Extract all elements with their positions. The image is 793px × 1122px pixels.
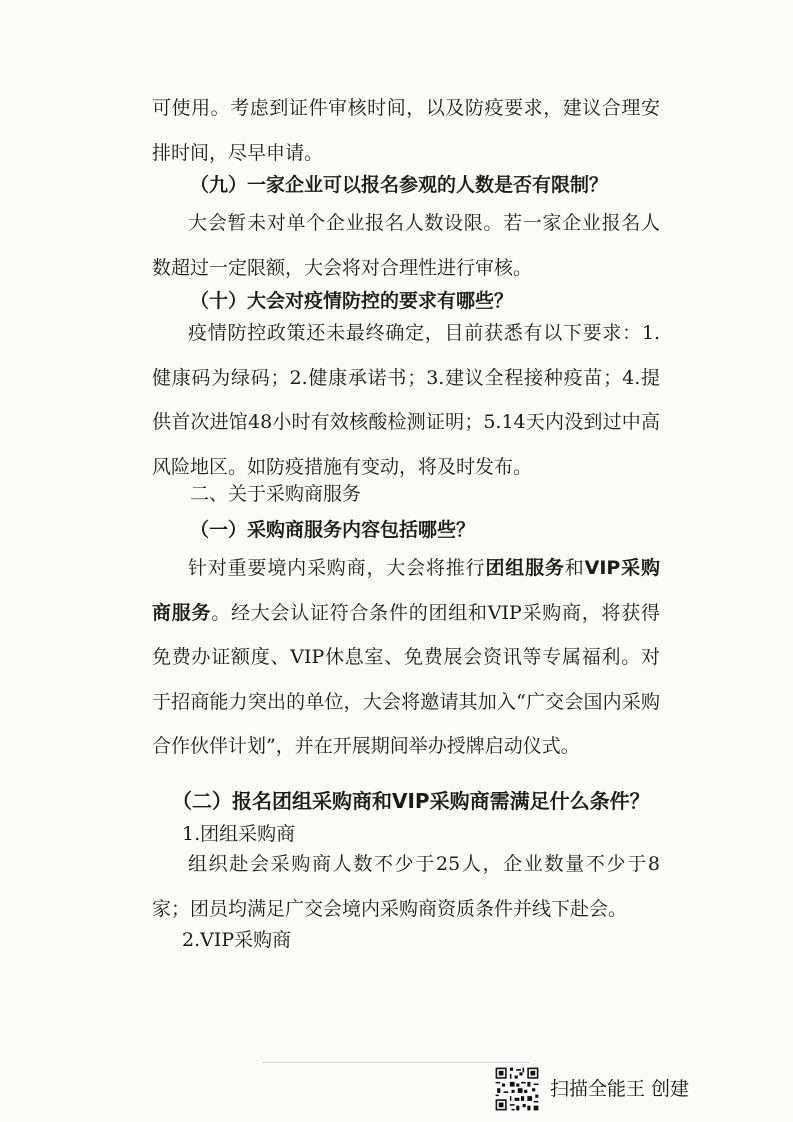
section-2-answer-1-paragraph [152, 546, 660, 769]
qr-code-icon [494, 1066, 540, 1112]
section-2-heading: 二、关于采购商服务 [190, 483, 362, 505]
paragraph-continued: 可使用。考虑到证件审核时间，以及防疫要求，建议合理安排时间，尽早申请。 [152, 97, 660, 164]
answer-9-paragraph: 大会暂未对单个企业报名人数设限。若一家企业报名人数超过一定限额，大会将对合理性进行审核。 [152, 212, 660, 279]
question-9-heading: （九）一家企业可以报名参观的人数是否有限制？ [190, 174, 609, 196]
question-10-heading: （十）大会对疫情防控的要求有哪些？ [190, 290, 514, 312]
answer-text-1: 针对重要境内采购商，大会将推行 [188, 557, 486, 579]
answer-text-3: 。经大会认证符合条件的团组和VIP采购商，将获得免费办证额度、VIP休息室、免费展会资讯等专属福利。对于招商能力突出的单位，大会将邀请其加入“广交会国内采购合作伙伴计划”，并在开展期间举办授牌启动仪式。 [152, 601, 660, 757]
section-2-question-1-heading: （一）采购商服务内容包括哪些？ [190, 519, 476, 541]
group-service-bold: 团组服务 [485, 557, 565, 579]
footer-divider [262, 1062, 530, 1063]
vip-service-bold: VIP采购商服务 [152, 557, 660, 624]
scanner-watermark: 扫描全能王 创建 [550, 1078, 690, 1100]
section-2-question-2-heading: （二）报名团组采购商和VIP采购商需满足什么条件？ [172, 789, 650, 813]
answer-10-paragraph: 疫情防控政策还未最终确定，目前获悉有以下要求：1.健康码为绿码；2.健康承诺书；3.建议全程接种疫苗；4.提供首次进馆48小时有效核酸检测证明；5.14天内没到过中高风险地区。如防疫措施有变动，将及时发布。 [152, 322, 660, 478]
item-1-title: 1.团组采购商 [182, 823, 296, 845]
item-2-title: 2.VIP采购商 [182, 929, 292, 951]
answer-text-2: 和 [564, 557, 585, 579]
item-1-paragraph: 组织赴会采购商人数不少于25人，企业数量不少于8家；团员均满足广交会境内采购商资质条件并线下赴会。 [152, 853, 660, 920]
